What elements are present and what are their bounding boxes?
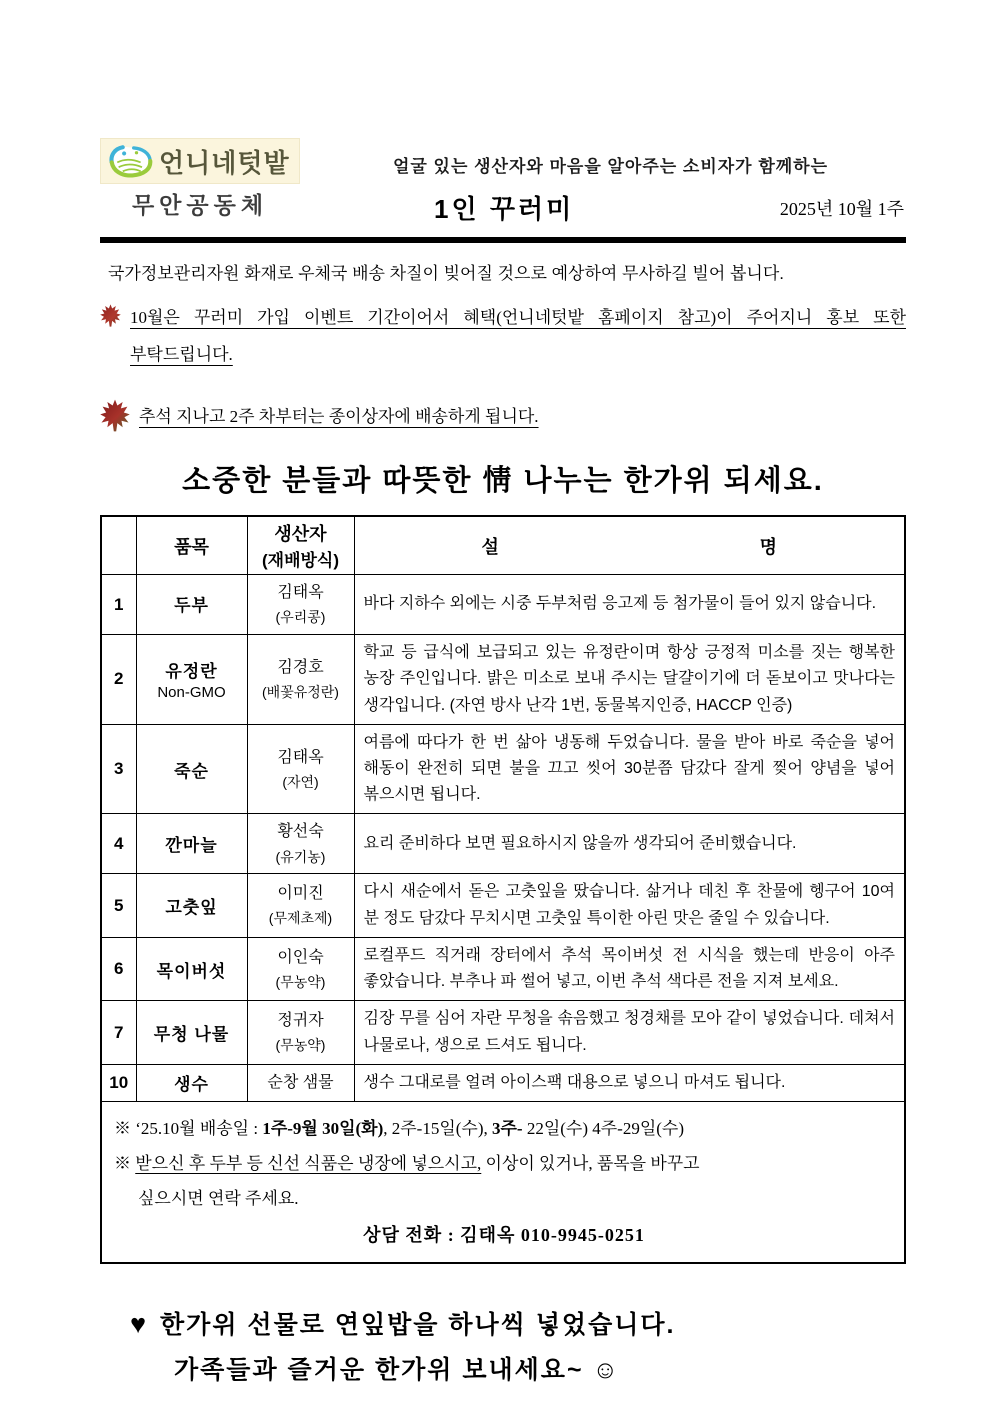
maple-leaf-icon (100, 399, 130, 432)
col-header-number (101, 516, 136, 575)
col-header-description: 설 명 (354, 516, 905, 575)
producer-cell: 정귀자 (무농약) (247, 1001, 354, 1064)
logo-area (100, 138, 315, 225)
notice-item (100, 397, 906, 432)
item-description: 생수 그대로를 얼려 아이스팩 대용으로 넣으니 마셔도 됩니다. (354, 1064, 905, 1101)
table-row (101, 814, 905, 874)
greeting-title: 소중한 분들과 따뜻한 情 나누는 한가위 되세요. (182, 465, 824, 498)
producer-cell: 이미진 (무제초제) (247, 874, 354, 937)
row-number: 1 (101, 575, 136, 635)
page-title: 1인 꾸러미 (434, 194, 575, 224)
notice-text: 추석 지나고 2주 차부터는 종이상자에 배송하게 됩니다. (139, 407, 539, 427)
item-description: 요리 준비하다 보면 필요하시지 않을까 생각되어 준비했습니다. (354, 814, 905, 874)
logo-box (100, 138, 300, 184)
table-header-row (101, 516, 905, 575)
table-row (101, 724, 905, 814)
col-header-item: 품목 (136, 516, 247, 575)
item-description: 로컬푸드 직거래 장터에서 추석 목이버섯 전 시식을 했는데 반응이 아주 좋았습니다. 부추나 파 썰어 넣고, 이번 추석 색다른 전을 지져 보세요. (354, 937, 905, 1000)
notice-item (100, 300, 906, 373)
row-number: 3 (101, 724, 136, 814)
item-cell: 죽순 (136, 724, 247, 814)
row-number: 7 (101, 1001, 136, 1064)
table-notes-row (101, 1102, 905, 1263)
maple-leaf-icon (100, 304, 121, 327)
header (100, 138, 906, 243)
item-description: 다시 새순에서 돋은 고춧잎을 땄습니다. 삶거나 데친 후 찬물에 헹구어 10여 분 정도 담갔다 무치시면 고춧잎 특이한 아린 맛은 줄일 수 있습니다. (354, 874, 905, 937)
item-cell: 유정란 Non-GMO (136, 635, 247, 725)
community-name: 무안공동체 (131, 192, 269, 218)
logo-title: 언니네텃밭 (159, 147, 290, 178)
products-table (100, 515, 906, 1263)
table-row (101, 635, 905, 725)
item-cell: 깐마늘 (136, 814, 247, 874)
item-cell: 무청 나물 (136, 1001, 247, 1064)
item-description: 바다 지하수 외에는 시중 두부처럼 응고제 등 첨가물이 들어 있지 않습니다. (354, 575, 905, 635)
header-right (315, 138, 906, 225)
producer-cell: 김태옥 (우리콩) (247, 575, 354, 635)
slogan: 얼굴 있는 생산자와 마음을 알아주는 소비자가 함께하는 (392, 157, 829, 176)
item-description: 김장 무를 심어 자란 무청을 솎음했고 청경채를 모아 같이 넣었습니다. 데쳐서 나물로나, 생으로 드셔도 됩니다. (354, 1001, 905, 1064)
table-row (101, 575, 905, 635)
closing-message (100, 1300, 906, 1394)
row-number: 5 (101, 874, 136, 937)
producer-cell: 김태옥 (자연) (247, 724, 354, 814)
row-number: 6 (101, 937, 136, 1000)
item-description: 학교 등 급식에 보급되고 있는 유정란이며 항상 긍정적 미소를 짓는 행복한 농장 주인입니다. 밝은 미소로 보내 주시는 달걀이기에 더 돋보이고 맛나다는 생각입니다. (자연 방사 난각 1번, 동물복지인증, HACCP 인증) (354, 635, 905, 725)
col-header-producer: 생산자 (재배방식) (247, 516, 354, 575)
row-number: 4 (101, 814, 136, 874)
table-row (101, 874, 905, 937)
notice-text: 10월은 꾸러미 가입 이벤트 기간이어서 혜택(언니네텃밭 홈페이지 참고)이 주어지니 홍보 또한 부탁드립니다. (130, 308, 906, 364)
item-description: 여름에 따다가 한 번 삶아 냉동해 두었습니다. 물을 받아 바로 죽순을 넣어 해동이 완전히 되면 불을 끄고 씻어 30분쯤 담갔다 잘게 찢어 양념을 넣어 볶으시면 됩니다. (354, 724, 905, 814)
producer-cell: 순창 샘물 (247, 1064, 354, 1101)
storage-note-line2: 싶으시면 연락 주세요. (138, 1188, 299, 1208)
table-row (101, 1001, 905, 1064)
item-cell: 고춧잎 (136, 874, 247, 937)
delivery-note: ※ ‘25.10월 배송일 : 1주-9월 30일(화), 2주-15일(수), 3주- 22일(수) 4주-29일(수) (114, 1119, 685, 1139)
row-number: 10 (101, 1064, 136, 1101)
table-notes (101, 1102, 905, 1263)
issue-date: 2025년 10월 1주 (779, 199, 904, 219)
item-cell: 목이버섯 (136, 937, 247, 1000)
heart-icon: ♥ (130, 1308, 149, 1339)
closing-line-2: 가족들과 즐거운 한가위 보내세요~ ☺ (174, 1356, 621, 1385)
producer-cell: 김경호 (배꽃유정란) (247, 635, 354, 725)
producer-cell: 황선숙 (유기농) (247, 814, 354, 874)
table-row (101, 1064, 905, 1101)
storage-note: ※ 받으신 후 두부 등 신선 식품은 냉장에 넣으시고, 이상이 있거나, 품목을 바꾸고 (114, 1153, 700, 1173)
table-row (101, 937, 905, 1000)
item-cell: 생수 (136, 1064, 247, 1101)
contact-line: 상담 전화 : 김태옥 010-9945-0251 (363, 1224, 645, 1245)
item-cell: 두부 (136, 575, 247, 635)
closing-line-1: ♥ 한가위 선물로 연잎밥을 하나씩 넣었습니다. (130, 1308, 676, 1339)
farm-field-logo-icon (109, 142, 153, 180)
intro-paragraph: 국가정보관리자원 화재로 우체국 배송 차질이 빚어질 것으로 예상하여 무사하길 빌어 봅니다. (108, 264, 784, 283)
notice-list (100, 300, 906, 432)
row-number: 2 (101, 635, 136, 725)
producer-cell: 이인숙 (무농약) (247, 937, 354, 1000)
